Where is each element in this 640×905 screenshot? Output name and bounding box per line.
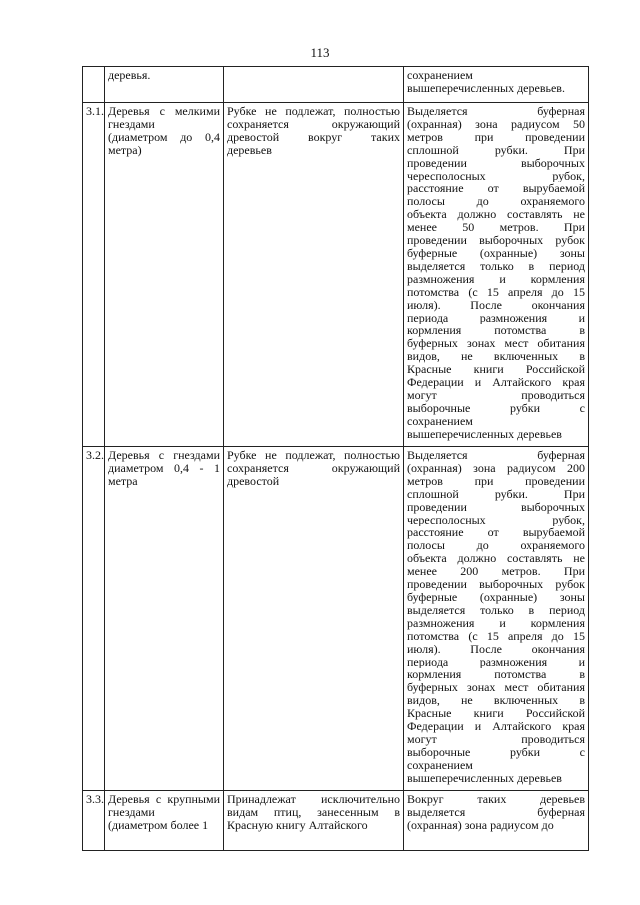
table-row <box>83 103 589 447</box>
buffer-cell <box>404 791 589 851</box>
buffer-line: буферные (охранные) зоны <box>407 590 585 604</box>
object-cell <box>105 791 224 851</box>
buffer-line: потомства (с 15 апреля до 15 <box>407 285 585 299</box>
buffer-line: выделяется только в период <box>407 603 585 617</box>
row-number: 3.3. <box>83 791 105 851</box>
regime-line: Красную книгу Алтайского <box>227 818 368 832</box>
buffer-line: буферных зонах мест обитания <box>407 681 585 695</box>
regime-line: Принадлежат исключительно <box>227 793 400 806</box>
object-line: Деревья с мелкими <box>108 105 220 118</box>
buffer-line: Выделяется буферная <box>407 105 585 118</box>
buffer-line: периода размножения и <box>407 311 585 325</box>
buffer-line: проведении выборочных рубок <box>407 578 585 591</box>
row-number <box>83 67 105 103</box>
regime-table <box>82 66 589 851</box>
buffer-line: менее 50 метров. При <box>407 221 585 235</box>
buffer-line: метров при проведении <box>407 474 585 488</box>
buffer-line: (охранная) зона радиусом 200 <box>407 461 585 475</box>
buffer-line: сплошной рубки. При <box>407 143 585 157</box>
buffer-line: вышеперечисленных деревьев. <box>407 81 565 95</box>
object-line: (диаметром до 0,4 <box>108 130 220 144</box>
buffer-line: вышеперечисленных деревьев <box>407 427 562 441</box>
buffer-line: Выделяется буферная <box>407 449 585 462</box>
buffer-line: буферных зонах мест обитания <box>407 337 585 351</box>
object-cell <box>105 103 224 447</box>
buffer-line: сохранением <box>407 758 473 772</box>
object-line: (диаметром более 1 <box>108 818 209 832</box>
buffer-line: полосы до охраняемого <box>407 539 585 553</box>
object-line: метра <box>108 474 138 488</box>
table-body <box>83 67 589 851</box>
buffer-line: потомства (с 15 апреля до 15 <box>407 629 585 643</box>
buffer-line: Красные книги Российской <box>407 707 585 721</box>
buffer-line: Федерации и Алтайского края <box>407 720 585 733</box>
buffer-line: Красные книги Российской <box>407 363 585 377</box>
buffer-line: могут проводиться <box>407 732 585 746</box>
buffer-line: сохранением <box>407 69 473 82</box>
buffer-line: размножения и кормления <box>407 272 585 286</box>
buffer-line: чересполосных рубок, <box>407 169 585 183</box>
object-line: деревья. <box>108 69 151 82</box>
object-line: диаметром 0,4 - 1 <box>108 461 220 475</box>
buffer-line: буферные (охранные) зоны <box>407 246 585 260</box>
regime-line: деревьев <box>227 143 272 157</box>
regime-cell <box>224 103 404 447</box>
buffer-cell <box>404 67 589 103</box>
buffer-line: проведении выборочных <box>407 156 585 170</box>
table-row <box>83 67 589 103</box>
buffer-line: расстояние от вырубаемой <box>407 182 585 196</box>
buffer-line: кормления потомства в <box>407 324 585 338</box>
buffer-line: вышеперечисленных деревьев <box>407 771 562 785</box>
regime-cell <box>224 791 404 851</box>
buffer-line: июля). После окончания <box>407 298 585 312</box>
buffer-line: периода размножения и <box>407 655 585 669</box>
object-line: Деревья с гнездами <box>108 449 220 462</box>
buffer-line: выделяется буферная <box>407 805 585 819</box>
buffer-line: видов, не включенных в <box>407 350 585 364</box>
regime-cell <box>224 67 404 103</box>
buffer-line: видов, не включенных в <box>407 694 585 708</box>
buffer-line: Вокруг таких деревьев <box>407 793 585 806</box>
object-line: Деревья с крупными <box>108 793 220 806</box>
buffer-line: менее 200 метров. При <box>407 565 585 579</box>
buffer-line: объекта должно составлять не <box>407 552 585 566</box>
regime-line: древостой <box>227 474 280 488</box>
buffer-line: расстояние от вырубаемой <box>407 526 585 540</box>
buffer-cell <box>404 447 589 791</box>
regime-line: Рубке не подлежат, полностью <box>227 449 400 462</box>
buffer-line: сохранением <box>407 414 473 428</box>
object-line: метра) <box>108 143 142 157</box>
buffer-line: сплошной рубки. При <box>407 487 585 501</box>
regime-line: сохраняется окружающий <box>227 117 400 131</box>
buffer-line: метров при проведении <box>407 130 585 144</box>
buffer-line: объекта должно составлять не <box>407 208 585 222</box>
object-line: гнездами <box>108 117 155 131</box>
buffer-line: выборочные рубки с <box>407 745 585 759</box>
page-number: 113 <box>310 45 330 60</box>
regime-line: сохраняется окружающий <box>227 461 400 475</box>
object-cell <box>105 447 224 791</box>
table-row <box>83 447 589 791</box>
object-line: гнездами <box>108 805 155 819</box>
buffer-line: (охранная) зона радиусом 50 <box>407 117 585 131</box>
buffer-line: выборочные рубки с <box>407 401 585 415</box>
object-cell <box>105 67 224 103</box>
row-number: 3.2. <box>83 447 105 791</box>
buffer-line: могут проводиться <box>407 388 585 402</box>
regime-line: Рубке не подлежат, полностью <box>227 105 400 118</box>
regime-line: древостой вокруг таких <box>227 130 400 144</box>
buffer-line: кормления потомства в <box>407 668 585 682</box>
buffer-cell <box>404 103 589 447</box>
regime-cell <box>224 447 404 791</box>
buffer-line: проведении выборочных <box>407 500 585 514</box>
buffer-line: чересполосных рубок, <box>407 513 585 527</box>
buffer-line: выделяется только в период <box>407 259 585 273</box>
row-number: 3.1. <box>83 103 105 447</box>
buffer-line: (охранная) зона радиусом до <box>407 818 554 832</box>
buffer-line: полосы до охраняемого <box>407 195 585 209</box>
regime-line: видам птиц, занесенным в <box>227 805 400 819</box>
buffer-line: размножения и кормления <box>407 616 585 630</box>
table-row <box>83 791 589 851</box>
buffer-line: июля). После окончания <box>407 642 585 656</box>
buffer-line: проведении выборочных рубок <box>407 234 585 247</box>
buffer-line: Федерации и Алтайского края <box>407 376 585 389</box>
